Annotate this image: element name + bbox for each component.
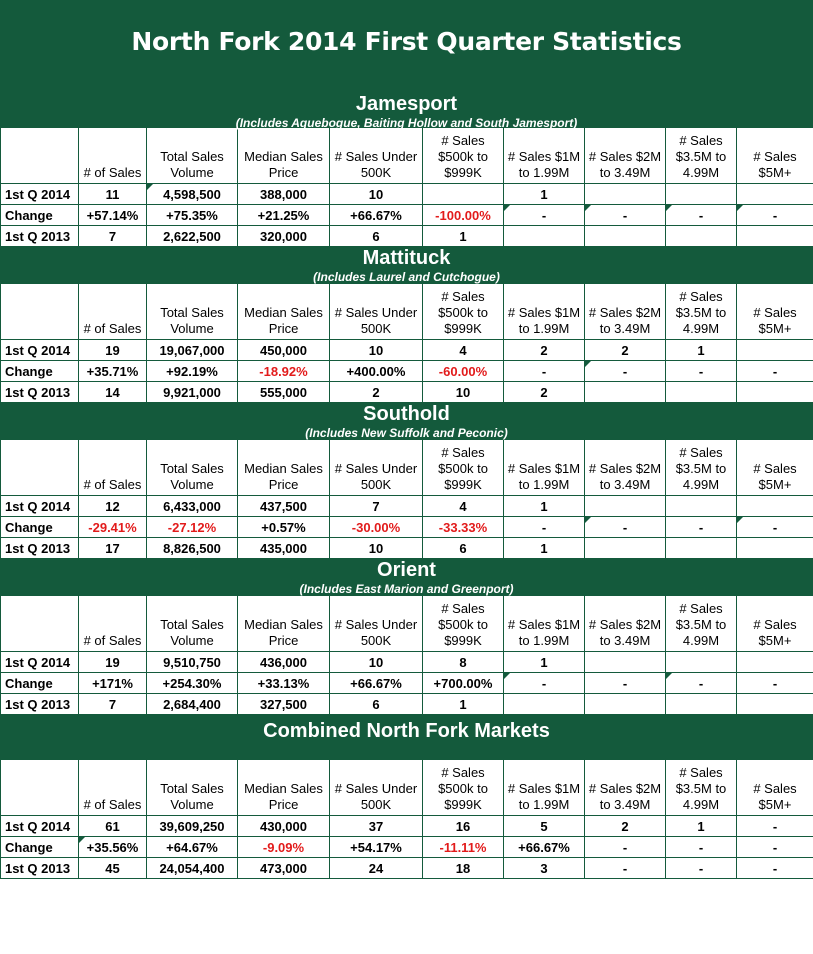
title-banner — [0, 0, 813, 93]
table-cell: - — [666, 361, 737, 382]
table-cell: 6 — [423, 538, 504, 559]
header-row — [1, 128, 813, 184]
table-cell: 12 — [79, 496, 147, 517]
table-cell: - — [504, 673, 585, 694]
table-cell: - — [737, 361, 813, 382]
table-cell — [585, 496, 666, 517]
section-title: Combined North Fork Markets — [263, 720, 550, 742]
table-cell: 14 — [79, 382, 147, 403]
header-row — [1, 284, 813, 340]
table-cell: - — [585, 361, 666, 382]
column-header: # Sales Under 500K — [330, 760, 423, 816]
table-cell: 436,000 — [238, 652, 330, 673]
table-cell: +0.57% — [238, 517, 330, 538]
row-label: 1st Q 2014 — [1, 496, 79, 517]
table-cell — [504, 226, 585, 247]
column-header: # of Sales — [79, 284, 147, 340]
table-cell: 473,000 — [238, 858, 330, 879]
table-cell: 17 — [79, 538, 147, 559]
table-cell: 19 — [79, 652, 147, 673]
table-row — [1, 694, 813, 715]
column-header: # Sales $500k to $999K — [423, 128, 504, 184]
table-cell: 437,500 — [238, 496, 330, 517]
table-cell: +254.30% — [147, 673, 238, 694]
table-row — [1, 538, 813, 559]
stats-table — [0, 759, 813, 879]
table-cell: - — [737, 673, 813, 694]
table-cell: 1 — [504, 184, 585, 205]
table-cell: +400.00% — [330, 361, 423, 382]
row-label: Change — [1, 517, 79, 538]
row-label: 1st Q 2014 — [1, 816, 79, 837]
table-cell: -9.09% — [238, 837, 330, 858]
table-cell: 6 — [330, 226, 423, 247]
table-cell: 2,622,500 — [147, 226, 238, 247]
sections-container — [0, 93, 813, 879]
column-header: # of Sales — [79, 440, 147, 496]
table-cell: 24 — [330, 858, 423, 879]
column-header: Median Sales Price — [238, 284, 330, 340]
table-row — [1, 340, 813, 361]
column-header: Median Sales Price — [238, 596, 330, 652]
table-cell: 1 — [666, 816, 737, 837]
table-cell: 19,067,000 — [147, 340, 238, 361]
table-cell — [737, 382, 813, 403]
table-cell: +33.13% — [238, 673, 330, 694]
column-header: # Sales Under 500K — [330, 284, 423, 340]
table-row — [1, 673, 813, 694]
section-title: Southold — [363, 403, 450, 425]
table-cell: 3 — [504, 858, 585, 879]
table-cell: 388,000 — [238, 184, 330, 205]
table-cell: - — [585, 858, 666, 879]
column-header: # Sales $1M to 1.99M — [504, 596, 585, 652]
table-cell — [737, 538, 813, 559]
row-label: 1st Q 2014 — [1, 652, 79, 673]
table-row — [1, 517, 813, 538]
table-cell — [585, 652, 666, 673]
table-cell: 2 — [504, 382, 585, 403]
column-header: # of Sales — [79, 128, 147, 184]
table-cell: - — [585, 517, 666, 538]
column-header — [1, 440, 79, 496]
column-header: # Sales $5M+ — [737, 128, 813, 184]
table-cell: 9,921,000 — [147, 382, 238, 403]
table-cell — [666, 652, 737, 673]
table-row — [1, 858, 813, 879]
table-cell: 7 — [79, 694, 147, 715]
table-cell: 450,000 — [238, 340, 330, 361]
table-cell — [666, 496, 737, 517]
table-cell: +66.67% — [330, 205, 423, 226]
row-label: Change — [1, 837, 79, 858]
table-cell: -11.11% — [423, 837, 504, 858]
table-cell — [585, 184, 666, 205]
table-cell: -100.00% — [423, 205, 504, 226]
table-cell: 8 — [423, 652, 504, 673]
column-header: Median Sales Price — [238, 760, 330, 816]
section-subtitle: (Includes New Suffolk and Peconic) — [305, 426, 508, 440]
table-cell: 45 — [79, 858, 147, 879]
table-cell: - — [737, 837, 813, 858]
column-header: Median Sales Price — [238, 128, 330, 184]
column-header: # Sales $1M to 1.99M — [504, 128, 585, 184]
table-cell — [737, 226, 813, 247]
table-cell: 2 — [585, 816, 666, 837]
row-label: Change — [1, 205, 79, 226]
table-row — [1, 361, 813, 382]
table-cell: 61 — [79, 816, 147, 837]
table-cell: 435,000 — [238, 538, 330, 559]
table-row — [1, 205, 813, 226]
table-cell: +171% — [79, 673, 147, 694]
table-cell: 8,826,500 — [147, 538, 238, 559]
table-cell — [504, 694, 585, 715]
section-header — [0, 247, 813, 283]
table-cell: 10 — [330, 184, 423, 205]
table-cell — [666, 694, 737, 715]
row-label: 1st Q 2013 — [1, 858, 79, 879]
table-cell: 10 — [330, 340, 423, 361]
row-label: 1st Q 2013 — [1, 382, 79, 403]
column-header: Total Sales Volume — [147, 596, 238, 652]
table-cell: 16 — [423, 816, 504, 837]
table-row — [1, 184, 813, 205]
table-cell: 7 — [79, 226, 147, 247]
page-title: North Fork 2014 First Quarter Statistics — [131, 27, 682, 56]
column-header: # Sales Under 500K — [330, 596, 423, 652]
column-header: # Sales $3.5M to 4.99M — [666, 284, 737, 340]
table-cell: 5 — [504, 816, 585, 837]
table-cell: -18.92% — [238, 361, 330, 382]
table-cell — [737, 652, 813, 673]
table-row — [1, 837, 813, 858]
column-header — [1, 284, 79, 340]
table-cell: -27.12% — [147, 517, 238, 538]
stats-table — [0, 283, 813, 403]
table-cell: 4,598,500 — [147, 184, 238, 205]
table-cell — [666, 184, 737, 205]
table-cell: - — [504, 205, 585, 226]
table-cell: +66.67% — [504, 837, 585, 858]
table-cell: - — [585, 673, 666, 694]
table-cell — [666, 382, 737, 403]
table-cell: +75.35% — [147, 205, 238, 226]
table-cell: +21.25% — [238, 205, 330, 226]
stats-table — [0, 127, 813, 247]
table-cell — [737, 184, 813, 205]
table-cell: 1 — [504, 538, 585, 559]
section-title: Jamesport — [355, 93, 458, 115]
column-header: # Sales $2M to 3.49M — [585, 596, 666, 652]
table-cell: - — [504, 517, 585, 538]
table-cell: 2,684,400 — [147, 694, 238, 715]
table-cell: 320,000 — [238, 226, 330, 247]
column-header: # Sales $1M to 1.99M — [504, 440, 585, 496]
table-cell: 24,054,400 — [147, 858, 238, 879]
header-row — [1, 596, 813, 652]
table-cell: - — [666, 517, 737, 538]
table-cell: -29.41% — [79, 517, 147, 538]
table-cell: +66.67% — [330, 673, 423, 694]
table-cell: 6,433,000 — [147, 496, 238, 517]
table-cell: 37 — [330, 816, 423, 837]
table-cell — [423, 184, 504, 205]
column-header: # Sales $2M to 3.49M — [585, 284, 666, 340]
table-cell: 10 — [330, 652, 423, 673]
column-header: # Sales $3.5M to 4.99M — [666, 596, 737, 652]
table-row — [1, 496, 813, 517]
stats-table — [0, 595, 813, 715]
column-header: # Sales $5M+ — [737, 440, 813, 496]
table-cell — [737, 496, 813, 517]
column-header: Total Sales Volume — [147, 284, 238, 340]
table-cell — [737, 694, 813, 715]
header-row — [1, 440, 813, 496]
table-cell: 1 — [423, 226, 504, 247]
column-header: # Sales $3.5M to 4.99M — [666, 760, 737, 816]
section-header — [0, 403, 813, 439]
table-cell: +57.14% — [79, 205, 147, 226]
row-label: 1st Q 2013 — [1, 694, 79, 715]
table-cell: 555,000 — [238, 382, 330, 403]
table-cell: 10 — [423, 382, 504, 403]
table-cell: 6 — [330, 694, 423, 715]
table-cell: - — [737, 205, 813, 226]
table-cell: 4 — [423, 340, 504, 361]
table-cell: 1 — [504, 652, 585, 673]
table-cell: 1 — [423, 694, 504, 715]
table-cell: 19 — [79, 340, 147, 361]
table-cell: -60.00% — [423, 361, 504, 382]
column-header: Total Sales Volume — [147, 440, 238, 496]
table-cell — [666, 226, 737, 247]
table-cell: - — [666, 837, 737, 858]
table-cell: 327,500 — [238, 694, 330, 715]
table-cell: 430,000 — [238, 816, 330, 837]
stats-table — [0, 439, 813, 559]
column-header: # Sales $500k to $999K — [423, 760, 504, 816]
column-header: # of Sales — [79, 760, 147, 816]
table-row — [1, 382, 813, 403]
section-subtitle: (Includes Laurel and Cutchogue) — [313, 270, 500, 284]
table-cell: +35.56% — [79, 837, 147, 858]
table-cell: +92.19% — [147, 361, 238, 382]
section-header — [0, 93, 813, 130]
table-cell: 4 — [423, 496, 504, 517]
table-cell: - — [666, 673, 737, 694]
column-header: # Sales $500k to $999K — [423, 440, 504, 496]
table-cell: 7 — [330, 496, 423, 517]
section-title: Mattituck — [362, 247, 451, 269]
table-cell: 2 — [330, 382, 423, 403]
column-header: Total Sales Volume — [147, 760, 238, 816]
column-header: # Sales Under 500K — [330, 440, 423, 496]
column-header: # Sales $3.5M to 4.99M — [666, 440, 737, 496]
table-cell: +35.71% — [79, 361, 147, 382]
column-header: Median Sales Price — [238, 440, 330, 496]
section-subtitle: (Includes Aquebogue, Baiting Hollow and South Jamesport) — [235, 116, 578, 130]
column-header: # Sales $1M to 1.99M — [504, 760, 585, 816]
column-header: # Sales $2M to 3.49M — [585, 760, 666, 816]
column-header: # Sales $5M+ — [737, 284, 813, 340]
table-cell: -33.33% — [423, 517, 504, 538]
table-cell: +64.67% — [147, 837, 238, 858]
column-header: # Sales $2M to 3.49M — [585, 440, 666, 496]
table-cell: 2 — [504, 340, 585, 361]
column-header: Total Sales Volume — [147, 128, 238, 184]
column-header: # Sales $1M to 1.99M — [504, 284, 585, 340]
column-header: # Sales $500k to $999K — [423, 596, 504, 652]
table-cell — [585, 226, 666, 247]
table-cell: - — [737, 816, 813, 837]
table-cell: -30.00% — [330, 517, 423, 538]
section-title: Orient — [377, 559, 436, 581]
column-header — [1, 128, 79, 184]
column-header — [1, 760, 79, 816]
table-cell: 1 — [504, 496, 585, 517]
column-header — [1, 596, 79, 652]
section-header — [0, 715, 813, 759]
section-header — [0, 559, 813, 595]
column-header: # Sales $3.5M to 4.99M — [666, 128, 737, 184]
table-cell: 10 — [330, 538, 423, 559]
row-label: 1st Q 2013 — [1, 538, 79, 559]
row-label: 1st Q 2013 — [1, 226, 79, 247]
table-cell — [585, 538, 666, 559]
table-cell: - — [666, 858, 737, 879]
table-cell: 2 — [585, 340, 666, 361]
table-cell: - — [585, 837, 666, 858]
column-header: # of Sales — [79, 596, 147, 652]
table-cell: - — [737, 517, 813, 538]
table-cell: - — [585, 205, 666, 226]
table-cell: 9,510,750 — [147, 652, 238, 673]
table-cell: - — [737, 858, 813, 879]
table-cell: 18 — [423, 858, 504, 879]
column-header: # Sales Under 500K — [330, 128, 423, 184]
table-cell: 39,609,250 — [147, 816, 238, 837]
section-subtitle: (Includes East Marion and Greenport) — [299, 582, 514, 596]
table-cell: - — [504, 361, 585, 382]
header-row — [1, 760, 813, 816]
table-cell: +54.17% — [330, 837, 423, 858]
table-row — [1, 226, 813, 247]
row-label: 1st Q 2014 — [1, 184, 79, 205]
table-cell — [585, 382, 666, 403]
table-cell: 11 — [79, 184, 147, 205]
column-header: # Sales $5M+ — [737, 596, 813, 652]
table-cell: +700.00% — [423, 673, 504, 694]
table-cell — [666, 538, 737, 559]
column-header: # Sales $2M to 3.49M — [585, 128, 666, 184]
table-cell: - — [666, 205, 737, 226]
table-cell — [585, 694, 666, 715]
table-row — [1, 816, 813, 837]
table-row — [1, 652, 813, 673]
table-cell — [737, 340, 813, 361]
column-header: # Sales $5M+ — [737, 760, 813, 816]
row-label: Change — [1, 673, 79, 694]
row-label: Change — [1, 361, 79, 382]
table-cell: 1 — [666, 340, 737, 361]
column-header: # Sales $500k to $999K — [423, 284, 504, 340]
row-label: 1st Q 2014 — [1, 340, 79, 361]
